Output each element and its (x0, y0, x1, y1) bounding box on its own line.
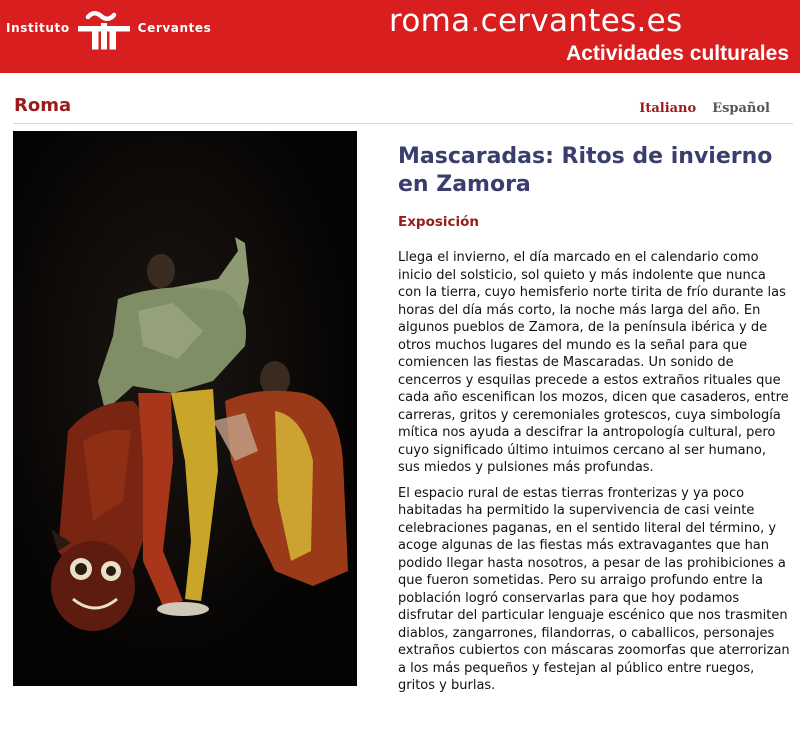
language-espanol-link[interactable]: Español (712, 101, 770, 116)
language-italiano-link[interactable]: Italiano (639, 101, 697, 116)
language-switcher (639, 101, 770, 116)
article-paragraph: El espacio rural de estas tierras fronterizas y ya poco habitadas ha permitido la supervivencia de casi veinte celebraciones paganas, en el sentido literal del término, y acoge algunas de las fiestas más extravagantes que han podido llegar hasta nosotros, a pesar de las prohibiciones a que fueron sometidas. Pero su arraigo profundo entre la población logró conservarlas para que hoy podamos disfrutar del particular lenguaje escénico que nos trasmiten diablos, zangarrones, filandorras, o caballicos, personajes extraños cubiertos con máscaras zoomorfas que aterrorizan a los más pequeños y festejan al público entre ruegos, gritos y burlas. (398, 485, 790, 693)
mascaradas-image (13, 131, 357, 686)
site-header (0, 0, 800, 73)
site-subtitle: Actividades culturales (566, 42, 789, 65)
header-divider (13, 123, 793, 124)
instituto-cervantes-logo[interactable] (6, 6, 211, 50)
site-url-domain: cervantes.es (480, 3, 683, 39)
logo-text-right: Cervantes (137, 21, 212, 35)
site-url-dot: . (470, 3, 481, 39)
exhibition-photo (13, 131, 357, 686)
article-paragraph: Llega el invierno, el día marcado en el calendario como inicio del solsticio, sol quieto y más indolente que nunca con la tierra, cuyo hemisferio norte tirita de frío durante las horas del día más corto, la noche más larga del año. En algunos pueblos de Zamora, de la península ibérica y de otros muchos lugares del mundo es la señal para que comiencen las fiestas de Mascaradas. Un sonido de cencerros y esquilas precede a estos extraños rituales que cada año escenifican los mozos, dicen que casaderos, entre carreras, gritos y ceremoniales grotescos, cuya simbología mítica nos ayuda a descifrar la antropología cultural, pero cuyo significado último intuimos cercano al ser humano, sus miedos y pulsiones más profundas. (398, 250, 789, 475)
city-title[interactable]: Roma (14, 95, 72, 116)
logo-text-left: Instituto (6, 21, 70, 35)
site-url-city: roma (389, 3, 471, 39)
article-title: Mascaradas: Ritos de invierno en Zamora (398, 144, 773, 197)
site-url[interactable] (389, 2, 683, 40)
article-category: Exposición (398, 214, 480, 230)
cervantes-emblem-icon (74, 6, 134, 50)
article (398, 143, 790, 695)
